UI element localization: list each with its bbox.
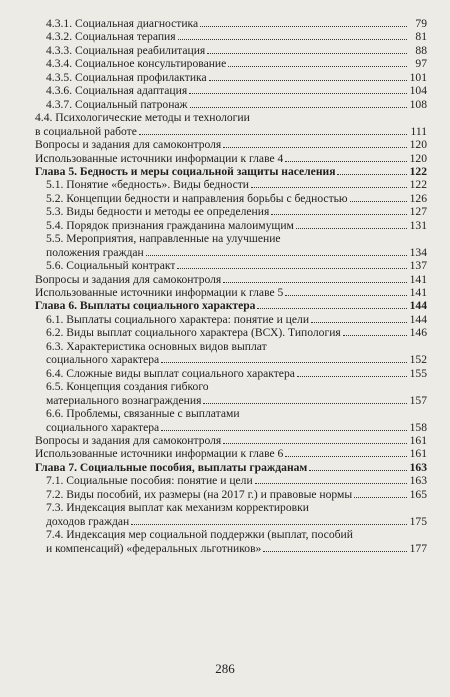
- dot-leader: [161, 362, 407, 363]
- dot-leader: [251, 187, 407, 188]
- toc-entry-text: Глава 7. Социальные пособия, выплаты гражданам: [35, 460, 308, 474]
- dot-leader: [161, 430, 407, 431]
- toc-entry-text: Вопросы и задания для самоконтроля: [35, 433, 222, 447]
- toc-entry-row: [46, 394, 427, 407]
- dot-leader: [285, 456, 407, 457]
- toc-entry-text: 4.3.7. Социальный патронаж: [46, 97, 188, 111]
- page-number: 286: [215, 661, 235, 676]
- toc-page-number: 144: [409, 299, 427, 313]
- toc-entry-row: [46, 367, 427, 380]
- toc-entry-text: 7.2. Виды пособий, их размеры (на 2017 г.) и правовые нормы: [46, 487, 353, 501]
- toc-entry-text: 4.4. Психологические методы и технологии: [35, 111, 250, 125]
- toc-page-number: 177: [409, 541, 427, 555]
- dot-leader: [139, 134, 407, 135]
- toc-page-number: 158: [409, 420, 427, 434]
- toc-page-number: 126: [409, 191, 427, 205]
- toc-page-number: 122: [409, 178, 427, 192]
- toc-page-number: 155: [409, 366, 427, 380]
- toc-page-number: 122: [409, 164, 427, 178]
- toc-entry-text: Глава 5. Бедность и меры социальной защиты населения: [35, 164, 336, 178]
- toc-page-number: 161: [409, 433, 427, 447]
- toc-entry-row: [46, 57, 427, 70]
- toc-entry-text: 4.3.3. Социальная реабилитация: [46, 43, 206, 57]
- toc-entry-text: 5.3. Виды бедности и методы ее определения: [46, 205, 270, 219]
- toc-page-number: 120: [409, 138, 427, 152]
- toc-entry-text: 6.3. Характеристика основных видов выплат: [46, 339, 267, 353]
- toc-entry-text: Вопросы и задания для самоконтроля: [35, 138, 222, 152]
- toc-page-number: 144: [409, 312, 427, 326]
- dot-leader: [200, 26, 407, 27]
- toc-entry-row: [46, 515, 427, 528]
- toc-entry-text: 5.4. Порядок признания гражданина малоимущим: [46, 218, 294, 232]
- dot-leader: [223, 282, 407, 283]
- toc-entry-row: [35, 138, 427, 151]
- toc-entry-text: 6.6. Проблемы, связанные с выплатами: [46, 407, 240, 421]
- toc-entry-text: 4.3.5. Социальная профилактика: [46, 70, 207, 84]
- toc-entry-row: [46, 488, 427, 501]
- toc-page-number: 88: [415, 43, 427, 57]
- dot-leader: [209, 80, 407, 81]
- toc-chapter-row: [35, 165, 427, 178]
- toc-page-number: 101: [409, 70, 427, 84]
- toc-page-number: 97: [415, 57, 427, 71]
- toc-entry-text: 5.6. Социальный контракт: [46, 259, 176, 273]
- toc-page-number: 81: [415, 30, 427, 44]
- toc-entry-text: 7.4. Индексация мер социальной поддержки (выплат, пособий: [46, 528, 353, 542]
- toc-entry-text: Глава 6. Выплаты социального характера: [35, 299, 256, 313]
- toc-page-number: 137: [409, 259, 427, 273]
- toc-entry-row: [46, 246, 427, 259]
- toc-entry-row: [46, 98, 427, 111]
- dot-leader: [337, 174, 407, 175]
- dot-leader: [207, 53, 407, 54]
- toc-entry-row: [46, 192, 427, 205]
- toc-chapter-row: [35, 299, 427, 312]
- toc-page-number: 163: [409, 474, 427, 488]
- toc-chapter-row: [35, 461, 427, 474]
- toc-entry-row: [46, 326, 427, 339]
- toc-page-number: 163: [409, 460, 427, 474]
- toc-entry-text: 4.3.4. Социальное консультирование: [46, 57, 227, 71]
- dot-leader: [263, 551, 407, 552]
- dot-leader: [223, 443, 407, 444]
- toc-entry-text: 5.1. Понятие «бедность». Виды бедности: [46, 178, 249, 192]
- toc-entry-row: [46, 205, 427, 218]
- dot-leader: [296, 228, 407, 229]
- toc-page-number: 141: [409, 286, 427, 299]
- toc-page-number: 146: [409, 326, 427, 340]
- toc-page-number: 104: [409, 84, 427, 98]
- toc-page-number: 141: [409, 272, 427, 286]
- dot-leader: [223, 147, 407, 148]
- toc-entry-text: 6.1. Выплаты социального характера: понятие и цели: [46, 312, 310, 326]
- toc-entry-text: социального характера: [46, 353, 160, 367]
- toc-entry-text: 6.2. Виды выплат социального характера (ВСХ). Типология: [46, 326, 341, 340]
- dot-leader: [177, 268, 407, 269]
- dot-leader: [343, 335, 407, 336]
- toc-entry-row: [46, 259, 427, 272]
- toc-entry-text: Использованные источники информации к главе 5: [35, 286, 284, 299]
- toc-entry-text: Использованные источники информации к главе 6: [35, 447, 284, 461]
- toc-entry-text: 4.3.1. Социальная диагностика: [46, 17, 199, 30]
- dot-leader: [131, 524, 407, 525]
- toc-page-number: 120: [409, 151, 427, 165]
- toc-entry-row: [46, 421, 427, 434]
- dot-leader: [255, 483, 407, 484]
- toc-entry-text: 7.1. Социальные пособия: понятие и цели: [46, 474, 253, 488]
- toc-entry-row: [35, 434, 427, 447]
- toc-entry-row: [46, 219, 427, 232]
- toc-entry-text: Использованные источники информации к главе 4: [35, 151, 284, 165]
- toc-entry-text: 7.3. Индексация выплат как механизм корректировки: [46, 501, 309, 515]
- toc-entry-text: в социальной работе: [35, 124, 137, 138]
- toc-entry-text: Вопросы и задания для самоконтроля: [35, 272, 222, 286]
- toc-page-number: 165: [409, 487, 427, 501]
- toc-page-number: 157: [409, 393, 427, 407]
- toc-entry-row: [46, 17, 427, 30]
- toc-entry-row: [46, 353, 427, 366]
- dot-leader: [297, 376, 407, 377]
- toc-page-number: 108: [409, 97, 427, 111]
- toc-page-number: 127: [409, 205, 427, 219]
- toc-entry-row: [46, 84, 427, 97]
- dot-leader: [190, 107, 407, 108]
- toc-entry-text: социального характера: [46, 420, 160, 434]
- dot-leader: [178, 39, 407, 40]
- toc-page-number: 134: [409, 245, 427, 259]
- toc-page-number: 111: [410, 124, 427, 138]
- dot-leader: [271, 214, 407, 215]
- dot-leader: [354, 497, 407, 498]
- toc-entry-row: [46, 542, 427, 555]
- toc-entry-row: [35, 125, 427, 138]
- dot-leader: [350, 201, 407, 202]
- toc-entry-row: [35, 152, 427, 165]
- toc-entry-text: 5.2. Концепции бедности и направления борьбы с бедностью: [46, 191, 348, 205]
- toc-entry-text: 4.3.2. Социальная терапия: [46, 30, 176, 44]
- toc-page-number: 79: [415, 17, 427, 30]
- toc-page-number: 175: [409, 514, 427, 528]
- toc-entry-text: и компенсаций) «федеральных льготников»: [46, 541, 262, 555]
- toc-page-number: 152: [409, 353, 427, 367]
- dot-leader: [285, 295, 407, 296]
- dot-leader: [285, 161, 407, 162]
- toc-entry-row: [46, 44, 427, 57]
- toc-entry-text: материального вознаграждения: [46, 393, 202, 407]
- toc-entry-row: [46, 30, 427, 43]
- toc-entry-text: 4.3.6. Социальная адаптация: [46, 84, 188, 98]
- toc-entry-text: 6.5. Концепция создания гибкого: [46, 380, 209, 394]
- toc-entry-text: 5.5. Мероприятия, направленные на улучшение: [46, 232, 281, 246]
- toc-entry-row: [46, 178, 427, 191]
- dot-leader: [228, 66, 407, 67]
- toc-entry-row: [46, 313, 427, 326]
- toc-entry-text: доходов граждан: [46, 514, 130, 528]
- toc-entry-row: [46, 474, 427, 487]
- toc-entry-row: [46, 71, 427, 84]
- dot-leader: [146, 255, 407, 256]
- toc-entry-row: [35, 447, 427, 460]
- toc-page-number: 161: [409, 447, 427, 461]
- dot-leader: [203, 403, 407, 404]
- dot-leader: [257, 308, 407, 309]
- toc-entry-row: [35, 286, 427, 299]
- dot-leader: [311, 322, 407, 323]
- dot-leader: [189, 93, 407, 94]
- toc-page-number: 131: [409, 218, 427, 232]
- toc-entry-text: положения граждан: [46, 245, 144, 259]
- toc-entry-text: 6.4. Сложные виды выплат социального характера: [46, 366, 295, 380]
- toc-entry-row: [35, 273, 427, 286]
- dot-leader: [309, 470, 407, 471]
